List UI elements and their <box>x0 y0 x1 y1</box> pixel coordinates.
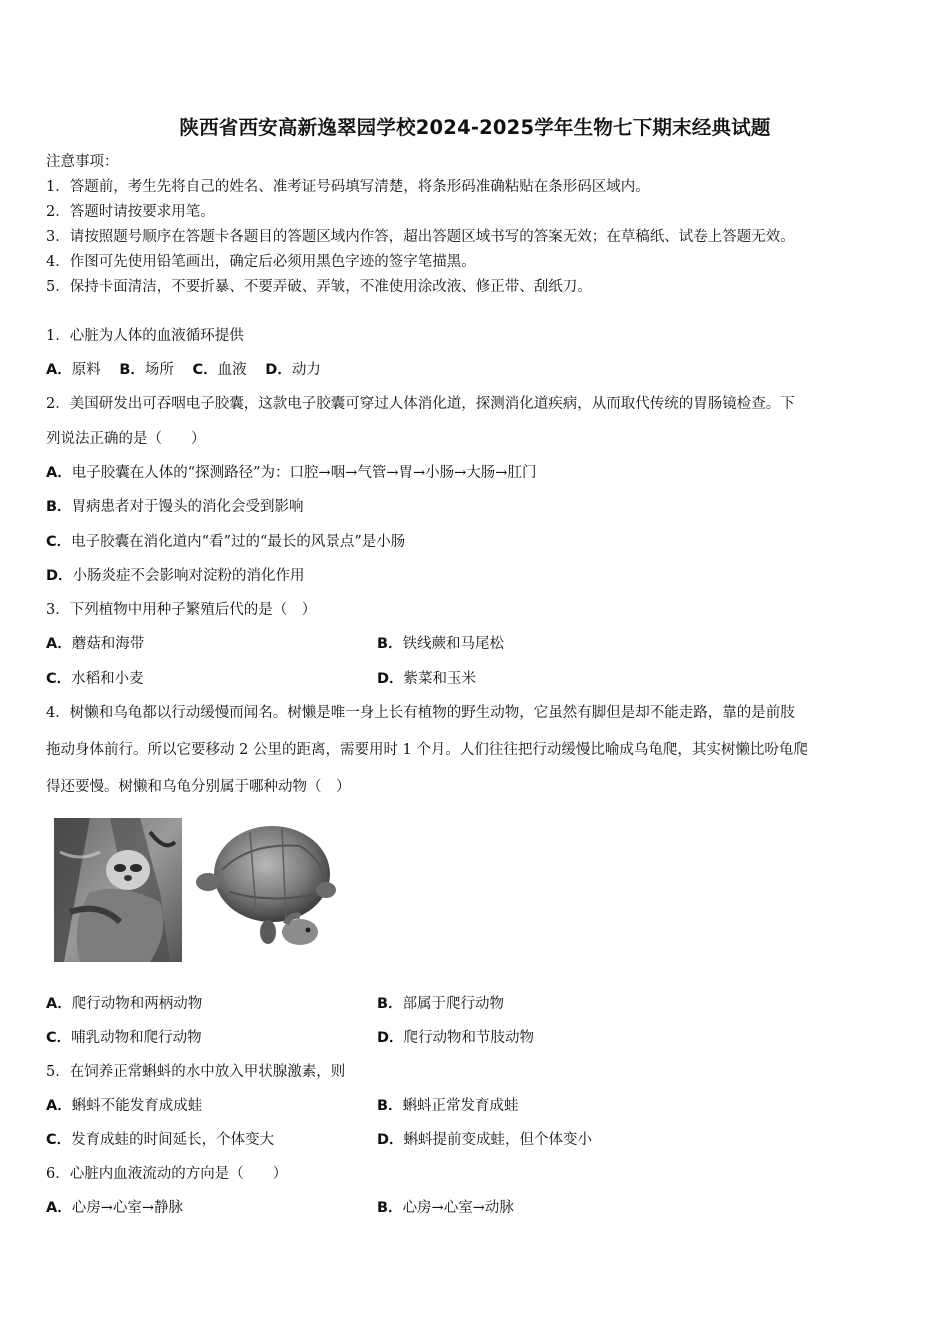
option-b: B．铁线蕨和马尾松 <box>377 636 505 652</box>
option-c: C．发育成蛙的时间延长，个体变大 <box>46 1132 275 1148</box>
notice-item: 2．答题时请按要求用笔。 <box>46 204 215 220</box>
question-1-options <box>46 360 335 380</box>
sloth-tortoise-figure <box>50 812 340 967</box>
option-c: C．电子胶囊在消化道内“看”过的“最长的风景点”是小肠 <box>46 534 406 550</box>
option-b: B．蝌蚪正常发育成蛙 <box>377 1098 519 1114</box>
question-6-stem: 6．心脏内血液流动的方向是（ ） <box>46 1166 288 1182</box>
option-b: B．部属于爬行动物 <box>377 996 505 1012</box>
notice-item: 1．答题前，考生先将自己的姓名、准考证号码填写清楚，将条形码准确粘贴在条形码区域内。 <box>46 179 650 195</box>
question-5-stem: 5．在饲养正常蝌蚪的水中放入甲状腺激素，则 <box>46 1064 346 1080</box>
question-2-stem: 2．美国研发出可吞咽电子胶囊，这款电子胶囊可穿过人体消化道，探测消化道疾病，从而取代传统的胃肠镜检查。下 <box>46 396 795 412</box>
question-1-stem: 1．心脏为人体的血液循环提供 <box>46 328 244 344</box>
notice-heading: 注意事项： <box>46 154 119 170</box>
option-c: C．水稻和小麦 <box>46 671 144 687</box>
option-a: A．蘑菇和海带 <box>46 636 145 652</box>
question-4-stem: 4．树懒和乌龟都以行动缓慢而闻名。树懒是唯一身上长有植物的野生动物，它虽然有脚但是却不能走路，靠的是前肢 <box>46 705 795 721</box>
sloth-image <box>54 818 182 962</box>
option-d: D．紫菜和玉米 <box>377 671 477 687</box>
notice-item: 4．作图可先使用铅笔画出，确定后必须用黑色字迹的签字笔描黑。 <box>46 254 476 270</box>
option-b: B．胃病患者对于馒头的消化会受到影响 <box>46 499 304 515</box>
option-c: C．哺乳动物和爬行动物 <box>46 1030 202 1046</box>
question-4-stem-cont: 得还要慢。树懒和乌龟分别属于哪种动物（ ） <box>46 779 351 795</box>
option-a: A．爬行动物和两柄动物 <box>46 996 203 1012</box>
question-2-stem-cont: 列说法正确的是（ ） <box>46 431 206 447</box>
notice-item: 3．请按照题号顺序在答题卡各题目的答题区域内作答，超出答题区域书写的答案无效；在草稿纸、试卷上答题无效。 <box>46 229 795 245</box>
option-d: D．小肠炎症不会影响对淀粉的消化作用 <box>46 568 305 584</box>
option-a: A．电子胶囊在人体的“探测路径”为：口腔→咽→气管→胃→小肠→大肠→肛门 <box>46 465 537 481</box>
tortoise-image <box>196 826 336 945</box>
question-3-stem: 3．下列植物中用种子繁殖后代的是（ ） <box>46 602 317 618</box>
option-b: B．场所 <box>119 362 174 378</box>
question-4-stem-cont: 拖动身体前行。所以它要移动 2 公里的距离，需要用时 1 个月。人们往往把行动缓慢比喻成乌龟爬，其实树懒比吩龟爬 <box>46 742 808 758</box>
option-a: A．原料 <box>46 362 101 378</box>
notice-item: 5．保持卡面清洁，不要折暴、不要弄破、弄皱，不准使用涂改液、修正带、刮纸刀。 <box>46 279 592 295</box>
option-a: A．心房→心室→静脉 <box>46 1200 184 1216</box>
option-b: B．心房→心室→动脉 <box>377 1200 514 1216</box>
option-c: C．血液 <box>192 362 247 378</box>
option-d: D．爬行动物和节肢动物 <box>377 1030 535 1046</box>
page-title: 陕西省西安高新逸翠园学校2024-2025学年生物七下期末经典试题 <box>179 116 771 139</box>
option-d: D．蝌蚪提前变成蛙，但个体变小 <box>377 1132 593 1148</box>
option-a: A．蝌蚪不能发育成成蛙 <box>46 1098 203 1114</box>
option-d: D．动力 <box>265 362 321 378</box>
